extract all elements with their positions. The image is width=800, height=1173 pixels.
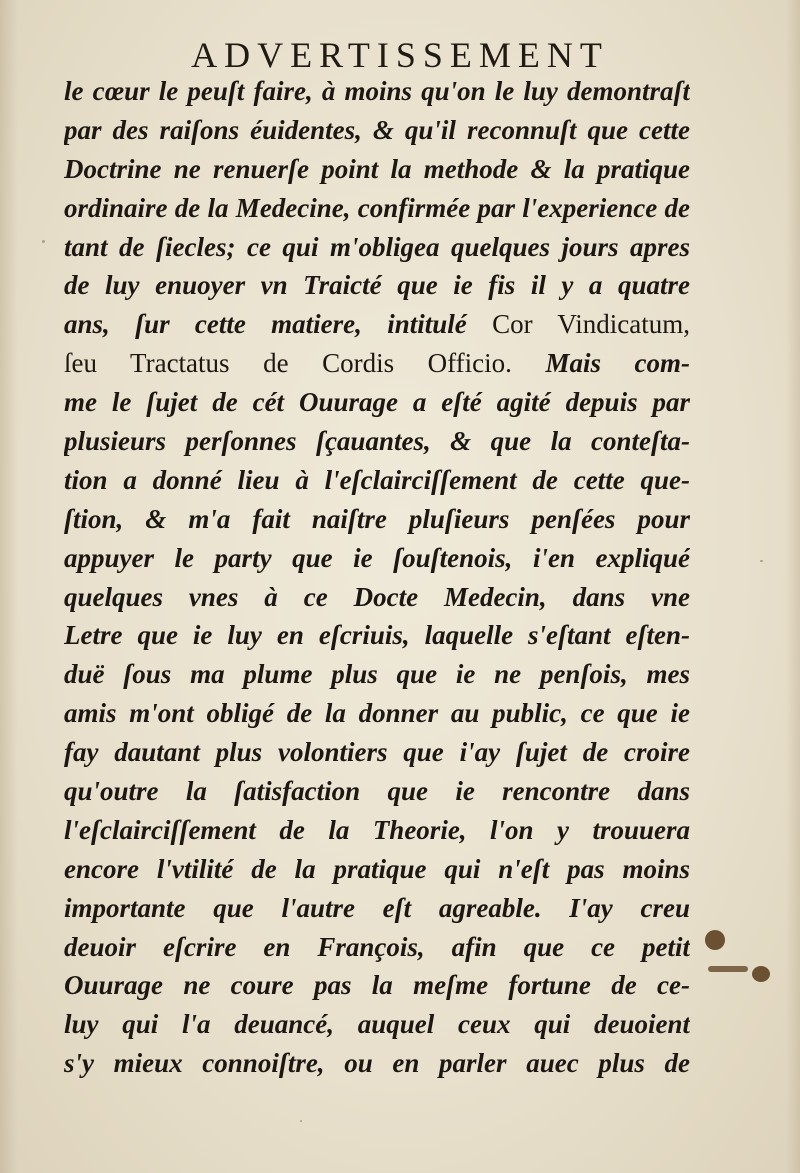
text-line-20: l'eſclairciſſement de la Theorie, l'on y trouuera	[64, 814, 690, 845]
body-text	[64, 72, 690, 1083]
text-line-14: quelques vnes à ce Docte Medecin, dans vne	[64, 581, 690, 612]
text-line-21: encore l'vtilité de la pratique qui n'eſt pas moins	[64, 853, 690, 884]
text-line-12: ſtion, & m'a fait naiſtre pluſieurs penſées pour	[64, 503, 690, 534]
text-line-7	[64, 305, 690, 344]
paper-speck	[42, 240, 45, 243]
text-line-9: me le ſujet de cét Ouurage a eſté agité depuis par	[64, 387, 690, 418]
text-line-2: par des raiſons éuidentes, & qu'il reconnuſt que cette	[64, 114, 690, 145]
text-line-22: importante que l'autre eſt agreable. I'ay creu	[64, 892, 690, 923]
text-line-16: duë ſous ma plume plus que ie ne penſois, mes	[64, 659, 690, 690]
text-line-1: le cœur le peuſt faire, à moins qu'on le luy demontraſt	[64, 76, 690, 106]
text-line-18: fay dautant plus volontiers que i'ay ſujet de croire	[64, 737, 690, 768]
text-line-11: tion a donné lieu à l'eſclairciſſement de cette que-	[64, 464, 690, 495]
ink-stain-small	[752, 966, 770, 982]
text-line-8	[64, 344, 690, 383]
text-line-19: qu'outre la ſatisfaction que ie rencontre dans	[64, 776, 690, 807]
text-line-7-italic: ans, ſur cette matiere, intitulé	[64, 309, 467, 340]
text-line-4: ordinaire de la Medecine, confirmée par l'experience de	[64, 192, 690, 223]
text-line-6: de luy enuoyer vn Traicté que ie fis il y a quatre	[64, 270, 690, 301]
ink-stain-trail	[708, 966, 748, 972]
text-line-10: plusieurs perſonnes ſçauantes, & que la conteſta-	[64, 426, 690, 457]
text-line-3: Doctrine ne renuerſe point la methode & la pratique	[64, 153, 690, 184]
page-edge-shadow-right	[786, 0, 800, 1173]
text-line-5: tant de ſiecles; ce qui m'obligea quelques jours apres	[64, 231, 690, 262]
text-line-8-italic: Mais com-	[545, 348, 690, 379]
text-line-23: deuoir eſcrire en François, afin que ce petit	[64, 931, 690, 962]
paper-speck	[760, 560, 763, 562]
text-line-24: Ouurage ne coure pas la meſme fortune de ce-	[64, 970, 690, 1001]
text-line-15: Letre que ie luy en eſcriuis, laquelle s'eſtant eſten-	[64, 620, 690, 651]
text-line-8-roman: ſeu Tractatus de Cordis Officio.	[64, 348, 512, 379]
paper-speck	[300, 1120, 302, 1122]
text-line-7-roman: Cor Vindicatum,	[492, 309, 690, 340]
text-line-26: s'y mieux connoiſtre, ou en parler auec plus de	[64, 1048, 690, 1079]
text-line-25: luy qui l'a deuancé, auquel ceux qui deuoient	[64, 1009, 690, 1040]
text-line-13: appuyer le party que ie ſouſtenois, i'en expliqué	[64, 542, 690, 573]
page-edge-shadow-left	[0, 0, 18, 1173]
page-header: ADVERTISSEMENT	[191, 35, 609, 75]
ink-stain-large	[705, 930, 725, 950]
text-line-17: amis m'ont obligé de la donner au public, ce que ie	[64, 698, 690, 729]
